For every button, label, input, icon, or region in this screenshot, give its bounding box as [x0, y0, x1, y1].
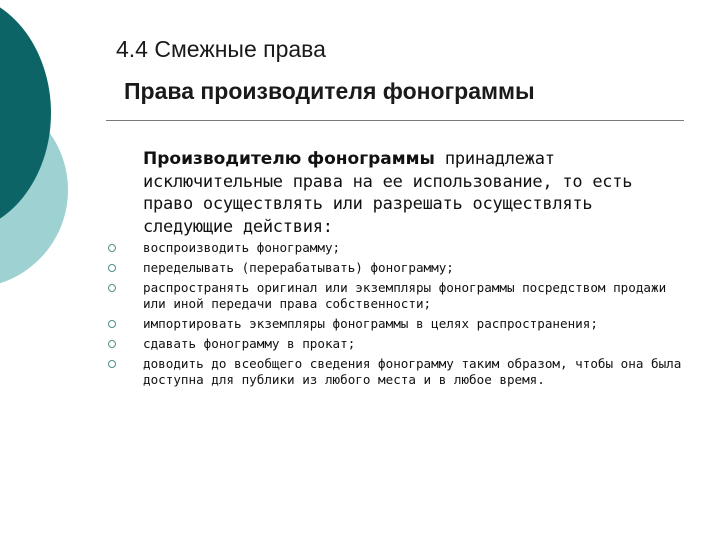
list-item [108, 336, 693, 352]
intro-lead: Производителю фонограммы [143, 149, 435, 169]
list-item [108, 280, 693, 312]
list-item [108, 260, 693, 276]
intro-paragraph [143, 148, 691, 238]
list-item-text: переделывать (перерабатывать) фонограмму; [143, 260, 454, 275]
rights-list [108, 240, 693, 392]
list-item [108, 240, 693, 256]
hollow-circle-bullet-icon [108, 340, 116, 348]
slide-subtitle: Права производителя фонограммы [124, 78, 535, 104]
list-item [108, 316, 693, 332]
hollow-circle-bullet-icon [108, 284, 116, 292]
hollow-circle-bullet-icon [108, 360, 116, 368]
title-divider [106, 120, 684, 121]
list-item-text: доводить до всеобщего сведения фонограмму таким образом, чтобы она была доступна для публики из любого места и в любое время. [143, 356, 682, 388]
list-item-text: воспроизводить фонограмму; [143, 240, 341, 255]
slide-title: 4.4 Смежные права [116, 36, 326, 62]
hollow-circle-bullet-icon [108, 320, 116, 328]
decorative-circles [0, 0, 100, 300]
hollow-circle-bullet-icon [108, 264, 116, 272]
list-item-text: распространять оригинал или экземпляры фонограммы посредством продажи или иной передачи права собственности; [143, 280, 667, 312]
list-item [108, 356, 693, 388]
list-item-text: сдавать фонограмму в прокат; [143, 336, 356, 352]
hollow-circle-bullet-icon [108, 244, 116, 252]
intro-text: принадлежат исключительные права на ее использование, то есть право осуществлять или разрешать осуществлять следующие действия: [143, 149, 633, 237]
list-item-text: импортировать экземпляры фонограммы в целях распространения; [143, 316, 598, 332]
